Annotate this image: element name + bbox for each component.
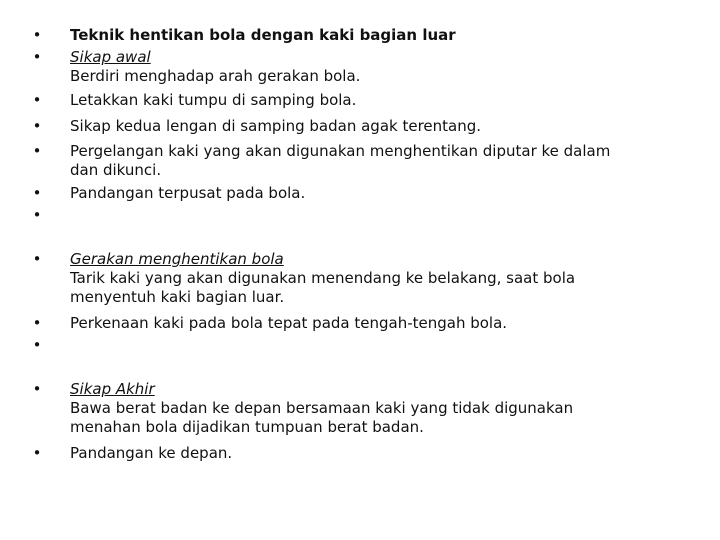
item-text: Teknik hentikan bola dengan kaki bagian luar [70,26,456,44]
item-continuation: Berdiri menghadap arah gerakan bola. [70,67,361,85]
item-continuation: menyentuh kaki bagian luar. [70,288,285,306]
bullet-icon: • [32,250,42,268]
bullet-icon: • [32,336,42,354]
section-heading: Sikap Akhir [70,380,155,398]
item-continuation: menahan bola dijadikan tumpuan berat badan. [70,418,424,436]
bullet-icon: • [32,184,42,202]
section-heading: Sikap awal [70,48,151,66]
bullet-icon: • [32,26,42,44]
item-text: Sikap kedua lengan di samping badan agak terentang. [70,117,482,135]
item-text: Pergelangan kaki yang akan digunakan menghentikan diputar ke dalam [70,142,611,160]
bullet-icon: • [32,142,42,160]
item-continuation: Tarik kaki yang akan digunakan menendang ke belakang, saat bola [70,269,576,287]
item-text: Letakkan kaki tumpu di samping bola. [70,91,357,109]
bullet-icon: • [32,117,42,135]
item-text: Pandangan terpusat pada bola. [70,184,306,202]
section-heading: Gerakan menghentikan bola [70,250,284,268]
item-continuation: Bawa berat badan ke depan bersamaan kaki yang tidak digunakan [70,399,574,417]
item-continuation: dan dikunci. [70,161,162,179]
bullet-icon: • [32,48,42,66]
item-text: Perkenaan kaki pada bola tepat pada tengah-tengah bola. [70,314,508,332]
bullet-icon: • [32,444,42,462]
bullet-icon: • [32,380,42,398]
bullet-icon: • [32,91,42,109]
bullet-icon: • [32,206,42,224]
bullet-icon: • [32,314,42,332]
item-text: Pandangan ke depan. [70,444,233,462]
